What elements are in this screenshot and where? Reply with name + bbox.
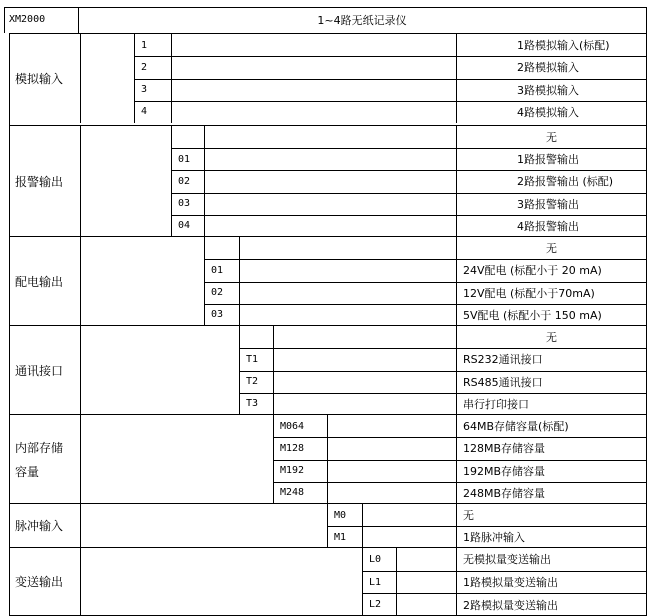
desc-comm-interface-3-text: 串行打印接口: [463, 397, 529, 411]
code-pulse-input-0-text: M0: [334, 509, 347, 521]
grid-line: [80, 237, 81, 326]
desc-pulse-input-0-text: 无: [463, 509, 474, 522]
code-comm-interface-0: [240, 326, 273, 348]
code-alarm-output-1-text: 01: [178, 153, 191, 165]
code-internal-storage-2-text: M192: [280, 465, 305, 477]
grid-line: [80, 126, 81, 237]
desc-power-output-3-text: 5V配电 (标配小于 150 mA): [463, 308, 602, 322]
desc-alarm-output-1-text: 1路报警输出: [517, 153, 579, 167]
grid-line: [646, 7, 647, 616]
desc-pulse-input-1: [457, 526, 646, 548]
category-alarm-output: [9, 126, 80, 237]
code-comm-interface-2-text: T2: [246, 376, 259, 388]
grid-line: [204, 126, 205, 237]
code-analog-input-0-text: 1: [141, 39, 148, 51]
category-analog-input: [9, 34, 80, 123]
desc-alarm-output-0-text: 无: [546, 131, 557, 145]
grid-line: [80, 415, 81, 504]
desc-power-output-1-text: 24V配电 (标配小于 20 mA): [463, 264, 602, 278]
code-alarm-output-4-text: 04: [178, 220, 191, 232]
category-pulse-input: [9, 504, 80, 548]
code-analog-input-0: [135, 34, 171, 56]
desc-alarm-output-3: [457, 193, 646, 215]
code-comm-interface-2: [240, 371, 273, 393]
desc-comm-interface-3: [457, 393, 646, 415]
desc-transmit-output-2-text: 2路模拟量变送输出: [463, 598, 558, 612]
code-power-output-3: [205, 304, 239, 326]
code-analog-input-1: [135, 56, 171, 78]
desc-pulse-input-0: [457, 504, 646, 526]
code-analog-input-2-text: 3: [141, 84, 148, 96]
code-transmit-output-0-text: L0: [369, 553, 382, 565]
code-comm-interface-1: [240, 348, 273, 370]
code-internal-storage-3: [274, 482, 327, 504]
code-alarm-output-3-text: 03: [178, 198, 191, 210]
grid-line: [80, 548, 81, 616]
code-comm-interface-3: [240, 393, 273, 415]
code-pulse-input-0: [328, 504, 362, 526]
code-comm-interface-3-text: T3: [246, 398, 259, 410]
desc-transmit-output-2: [457, 593, 646, 616]
code-alarm-output-4: [172, 215, 204, 237]
code-power-output-1: [205, 259, 239, 281]
desc-power-output-3: [457, 304, 646, 326]
grid-line: [4, 7, 646, 8]
desc-comm-interface-1: [457, 348, 646, 370]
category-internal-storage-text: 内部存储容量: [15, 440, 64, 479]
code-alarm-output-2-text: 02: [178, 175, 191, 187]
desc-comm-interface-2: [457, 371, 646, 393]
code-internal-storage-1: [274, 437, 327, 459]
desc-alarm-output-3-text: 3路报警输出: [517, 197, 579, 211]
category-internal-storage: [9, 415, 69, 504]
code-alarm-output-2: [172, 170, 204, 192]
grid-line: [78, 7, 79, 33]
desc-power-output-0-text: 无: [546, 242, 557, 256]
desc-comm-interface-0: [457, 326, 646, 348]
grid-line: [80, 504, 81, 548]
desc-alarm-output-2: [457, 170, 646, 192]
desc-transmit-output-0-text: 无模拟量变送输出: [463, 553, 551, 567]
code-internal-storage-1-text: M128: [280, 442, 305, 454]
code-power-output-0: [205, 237, 239, 259]
code-alarm-output-0: [172, 126, 204, 148]
grid-line: [396, 548, 397, 616]
code-alarm-output-3: [172, 193, 204, 215]
desc-power-output-0: [457, 237, 646, 259]
code-transmit-output-0: [363, 548, 396, 571]
code-internal-storage-2: [274, 460, 327, 482]
grid-line: [80, 326, 81, 415]
category-transmit-output: [9, 548, 80, 616]
desc-pulse-input-1-text: 1路脉冲输入: [463, 531, 525, 544]
desc-analog-input-2: [457, 79, 646, 101]
code-transmit-output-1-text: L1: [369, 576, 382, 588]
code-internal-storage-3-text: M248: [280, 487, 305, 499]
code-power-output-3-text: 03: [211, 309, 224, 321]
desc-analog-input-1: [457, 56, 646, 78]
desc-internal-storage-3-text: 248MB存储容量: [463, 486, 546, 500]
code-transmit-output-2-text: L2: [369, 599, 382, 611]
code-transmit-output-2: [363, 593, 396, 616]
code-internal-storage-0-text: M064: [280, 420, 305, 432]
category-power-output: [9, 237, 80, 326]
table-title: 1~4路无纸记录仪: [317, 13, 407, 27]
code-analog-input-2: [135, 79, 171, 101]
desc-internal-storage-0: [457, 415, 646, 437]
desc-transmit-output-1-text: 1路模拟量变送输出: [463, 576, 558, 590]
code-comm-interface-1-text: T1: [246, 353, 259, 365]
code-pulse-input-1: [328, 526, 362, 548]
desc-internal-storage-1-text: 128MB存储容量: [463, 442, 546, 456]
code-pulse-input-1-text: M1: [334, 531, 347, 543]
code-power-output-2-text: 02: [211, 287, 224, 299]
desc-internal-storage-2: [457, 460, 646, 482]
grid-line: [80, 34, 81, 123]
category-power-output-text: 配电输出: [15, 274, 64, 289]
code-internal-storage-0: [274, 415, 327, 437]
desc-analog-input-2-text: 3路模拟输入: [517, 83, 579, 97]
desc-internal-storage-3: [457, 482, 646, 504]
code-power-output-2: [205, 282, 239, 304]
desc-alarm-output-4: [457, 215, 646, 237]
code-alarm-output-1: [172, 148, 204, 170]
desc-alarm-output-1: [457, 148, 646, 170]
category-comm-interface-text: 通讯接口: [15, 363, 64, 378]
desc-comm-interface-0-text: 无: [546, 331, 557, 345]
desc-comm-interface-2-text: RS485通讯接口: [463, 375, 543, 389]
desc-comm-interface-1-text: RS232通讯接口: [463, 353, 543, 367]
category-analog-input-text: 模拟输入: [15, 71, 64, 86]
desc-transmit-output-1: [457, 571, 646, 594]
model-cell: [4, 7, 78, 32]
desc-analog-input-0: [457, 34, 646, 56]
category-transmit-output-text: 变送输出: [15, 575, 64, 590]
desc-power-output-1: [457, 259, 646, 281]
title-cell: [78, 7, 646, 32]
code-analog-input-3-text: 4: [141, 106, 148, 118]
desc-analog-input-0-text: 1路模拟输入(标配): [517, 39, 610, 53]
desc-analog-input-3: [457, 101, 646, 123]
desc-power-output-2-text: 12V配电 (标配小于70mA): [463, 286, 595, 300]
model-text: XM2000: [9, 14, 46, 25]
desc-analog-input-1-text: 2路模拟输入: [517, 61, 579, 75]
code-analog-input-3: [135, 101, 171, 123]
desc-alarm-output-0: [457, 126, 646, 148]
desc-alarm-output-2-text: 2路报警输出 (标配): [517, 175, 614, 189]
desc-alarm-output-4-text: 4路报警输出: [517, 219, 579, 233]
code-transmit-output-1: [363, 571, 396, 594]
desc-internal-storage-1: [457, 437, 646, 459]
code-analog-input-1-text: 2: [141, 61, 148, 73]
desc-power-output-2: [457, 282, 646, 304]
desc-internal-storage-0-text: 64MB存储容量(标配): [463, 420, 569, 434]
category-comm-interface: [9, 326, 80, 415]
desc-internal-storage-2-text: 192MB存储容量: [463, 464, 546, 478]
code-power-output-1-text: 01: [211, 264, 224, 276]
desc-analog-input-3-text: 4路模拟输入: [517, 105, 579, 119]
desc-transmit-output-0: [457, 548, 646, 571]
category-pulse-input-text: 脉冲输入: [15, 519, 64, 533]
grid-line: [4, 7, 5, 33]
category-alarm-output-text: 报警输出: [15, 174, 64, 189]
